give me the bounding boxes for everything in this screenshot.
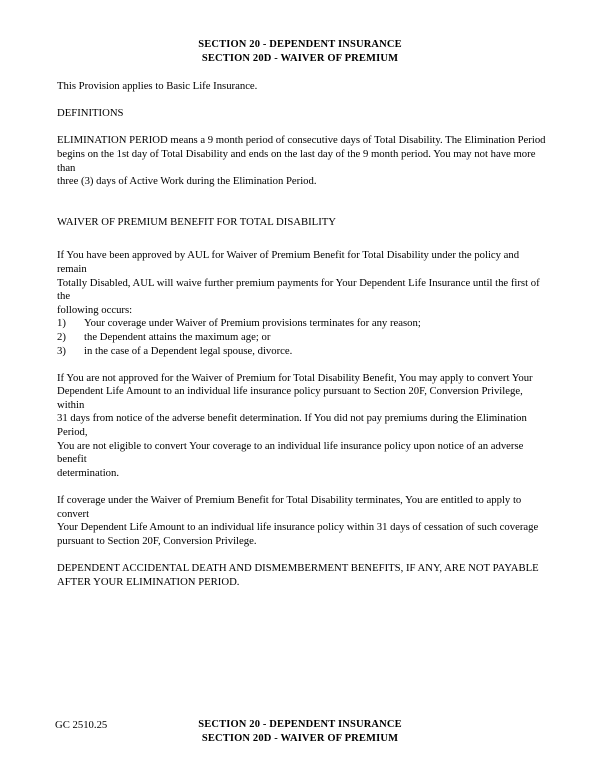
list-item-text: Your coverage under Waiver of Premium provisions terminates for any reason; bbox=[84, 317, 421, 330]
list-item-marker: 3) bbox=[57, 344, 66, 357]
page-footer bbox=[0, 718, 600, 750]
page-title bbox=[0, 38, 600, 65]
not-approved-line-2: Dependent Life Amount to an individual life insurance policy pursuant to Section 20F, Conversion Privilege, within bbox=[57, 385, 526, 411]
not-approved-line-1: If You are not approved for the Waiver of Premium for Total Disability Benefit, You may apply to convert Your bbox=[57, 371, 533, 384]
waiver-conditions-list bbox=[57, 317, 546, 358]
add-notice-line-1: DEPENDENT ACCIDENTAL DEATH AND DISMEMBERMENT BENEFITS, IF ANY, ARE NOT PAYABLE bbox=[57, 562, 539, 574]
spacer bbox=[57, 229, 546, 249]
not-approved-paragraph bbox=[57, 372, 546, 481]
waiver-benefit-intro-paragraph bbox=[57, 249, 546, 317]
spacer bbox=[57, 94, 546, 108]
list-item bbox=[57, 331, 546, 345]
terminates-paragraph bbox=[57, 494, 546, 548]
terminates-line-3: pursuant to Section 20F, Conversion Privilege. bbox=[57, 534, 257, 547]
document-body bbox=[57, 80, 546, 589]
list-item bbox=[57, 345, 546, 359]
list-item-marker: 1) bbox=[57, 317, 66, 330]
waiver-benefit-intro-line-2: Totally Disabled, AUL will waive further premium payments for Your Dependent Life Insurance until the first of the bbox=[57, 276, 543, 303]
spacer bbox=[57, 189, 546, 216]
elimination-period-line-3: three (3) days of Active Work during the Elimination Period. bbox=[57, 175, 317, 188]
add-notice-line-2: AFTER YOUR ELIMINATION PERIOD. bbox=[57, 575, 240, 588]
terminates-line-2: Your Dependent Life Amount to an individual life insurance policy within 31 days of cessation of such coverage bbox=[57, 521, 539, 534]
elimination-period-paragraph bbox=[57, 134, 546, 188]
list-item bbox=[57, 317, 546, 331]
not-approved-line-4: You are not eligible to convert Your coverage to an individual life insurance policy upon notice of an adverse benefit bbox=[57, 439, 527, 466]
footer-form-number: GC 2510.25 bbox=[55, 719, 108, 731]
definitions-heading: DEFINITIONS bbox=[57, 107, 124, 120]
waiver-benefit-heading: WAIVER OF PREMIUM BENEFIT FOR TOTAL DISABILITY bbox=[57, 215, 337, 228]
list-item-marker: 2) bbox=[57, 330, 66, 343]
page-title-line-2: SECTION 20D - WAIVER OF PREMIUM bbox=[201, 52, 399, 64]
terminates-line-1: If coverage under the Waiver of Premium Benefit for Total Disability terminates, You are entitled to apply to convert bbox=[57, 494, 524, 520]
footer-title-line-1: SECTION 20 - DEPENDENT INSURANCE bbox=[198, 719, 402, 730]
footer-title-line-2: SECTION 20D - WAIVER OF PREMIUM bbox=[201, 733, 399, 744]
intro-line-1: This Provision applies to Basic Life Insurance. bbox=[57, 80, 258, 92]
spacer bbox=[57, 121, 546, 135]
elimination-period-line-2: begins on the 1st day of Total Disability and ends on the last day of the 9 month period. You may not have more than bbox=[57, 147, 539, 174]
not-approved-line-5: determination. bbox=[57, 466, 120, 479]
page-title-line-1: SECTION 20 - DEPENDENT INSURANCE bbox=[198, 39, 402, 50]
waiver-benefit-intro-line-3: following occurs: bbox=[57, 303, 133, 316]
spacer bbox=[57, 358, 546, 372]
add-notice-paragraph bbox=[57, 562, 546, 589]
footer-title bbox=[0, 718, 600, 746]
list-item-text: the Dependent attains the maximum age; or bbox=[84, 330, 271, 343]
spacer bbox=[57, 548, 546, 562]
intro-paragraph bbox=[57, 80, 546, 94]
elimination-period-line-1: ELIMINATION PERIOD means a 9 month period of consecutive days of Total Disability. The Elimination Period bbox=[57, 134, 546, 147]
spacer bbox=[57, 480, 546, 494]
list-item-text: in the case of a Dependent legal spouse, divorce. bbox=[84, 344, 293, 357]
not-approved-line-3: 31 days from notice of the adverse benefit determination. If You did not pay premiums during the Elimination Period, bbox=[57, 412, 530, 439]
waiver-benefit-intro-line-1: If You have been approved by AUL for Waiver of Premium Benefit for Total Disability under the policy and remain bbox=[57, 249, 522, 275]
